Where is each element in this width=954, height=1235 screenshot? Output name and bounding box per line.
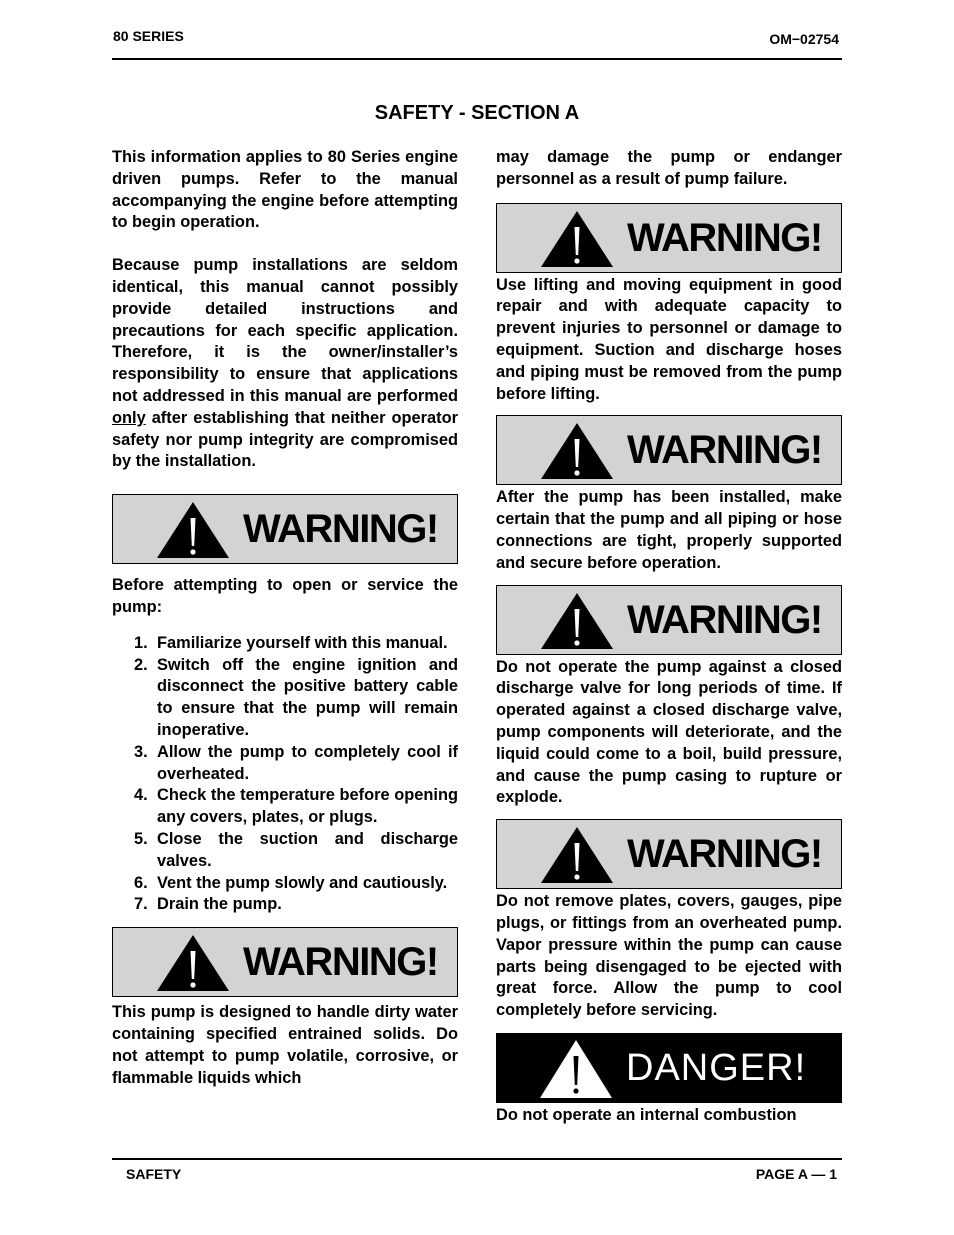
overheated-paragraph: Do not remove plates, covers, gauges, pipe plugs, or fittings from an overheated pump. Vapor pressure within the pump can cause parts being disengaged to be ejected with great force. Allow the pump to cool completely before servicing.: [496, 892, 842, 1020]
installations-text-underlined: only: [112, 408, 146, 427]
dirty-water-paragraph: This pump is designed to handle dirty water containing specified entrained solids. Do not attempt to pump volatile, corrosive, or flammable liquids which: [112, 1003, 458, 1087]
combustion-paragraph: Do not operate an internal combustion: [496, 1105, 797, 1124]
warning-label: WARNING!: [627, 428, 822, 473]
lifting-paragraph: Use lifting and moving equipment in good repair and with adequate capacity to prevent injuries to personnel or damage to equipment. Suction and discharge hoses and piping must be removed from the pump before lifting.: [496, 275, 842, 403]
danger-label: DANGER!: [626, 1046, 807, 1089]
warning-banner: [496, 585, 842, 655]
list-item: 2. Switch off the engine ignition and disconnect the positive battery cable to ensure that the pump will remain inoperative.: [134, 655, 458, 739]
installations-text-after: after establishing that neither operator safety nor pump integrity are compromised by the installation.: [112, 408, 458, 471]
warning-triangle-icon: [155, 933, 231, 993]
list-item: 3. Allow the pump to completely cool if overheated.: [134, 742, 458, 783]
warning-triangle-icon: [155, 500, 231, 560]
list-item: 7. Drain the pump.: [134, 895, 282, 914]
warning-triangle-icon: [539, 421, 615, 481]
intro-paragraph: This information applies to 80 Series engine driven pumps. Refer to the manual accompanying the engine before attempting to begin operation.: [112, 148, 458, 232]
warning-label: WARNING!: [243, 507, 438, 552]
left-column: [112, 147, 458, 1089]
right-column: [496, 147, 842, 1127]
warning-label: WARNING!: [243, 940, 438, 985]
warning-banner: [496, 203, 842, 273]
warning-banner: [496, 415, 842, 485]
continuation-paragraph: may damage the pump or endanger personnel as a result of pump failure.: [496, 148, 842, 188]
footer-rule: [112, 1158, 842, 1160]
warning-banner: [112, 494, 458, 564]
warning-label: WARNING!: [627, 215, 822, 260]
warning-banner: [496, 819, 842, 889]
header-rule: [112, 58, 842, 60]
installations-paragraph: [112, 255, 458, 473]
warning-triangle-icon: [539, 591, 615, 651]
warning-label: WARNING!: [627, 832, 822, 877]
warning-banner: [112, 927, 458, 997]
closed-valve-paragraph: Do not operate the pump against a closed discharge valve for long periods of time. If operated against a closed discharge valve, pump components will deteriorate, and the liquid could come to a boil, build pressure, and cause the pump casing to rupture or explode.: [496, 657, 842, 807]
danger-triangle-icon: [538, 1038, 614, 1100]
footer-page-number: PAGE A — 1: [755, 1166, 837, 1182]
list-item: 5. Close the suction and discharge valves.: [134, 829, 458, 870]
footer-section: SAFETY: [126, 1166, 182, 1182]
installed-paragraph: After the pump has been installed, make certain that the pump and all piping or hose connections are tight, properly supported and secure before operation.: [496, 488, 842, 572]
header-series: 80 SERIES: [113, 28, 184, 44]
page-title: SAFETY - SECTION A: [374, 102, 580, 124]
service-intro: Before attempting to open or service the pump:: [112, 576, 458, 616]
installations-text-before: Because pump installations are seldom identical, this manual cannot possibly provide detailed instructions and precautions for each specific application. Therefore, it is the owner/installer’s responsibility to ensure that applications not addressed in this manual are performed: [112, 256, 458, 405]
warning-label: WARNING!: [627, 597, 822, 642]
warning-triangle-icon: [539, 825, 615, 885]
service-steps-list: [112, 633, 458, 916]
list-item: 4. Check the temperature before opening any covers, plates, or plugs.: [134, 786, 458, 827]
header-document-number: OM−02754: [769, 31, 839, 47]
danger-banner: [496, 1033, 842, 1103]
list-item: 1. Familiarize yourself with this manual.: [134, 633, 448, 652]
warning-triangle-icon: [539, 209, 615, 269]
list-item: 6. Vent the pump slowly and cautiously.: [134, 873, 448, 892]
